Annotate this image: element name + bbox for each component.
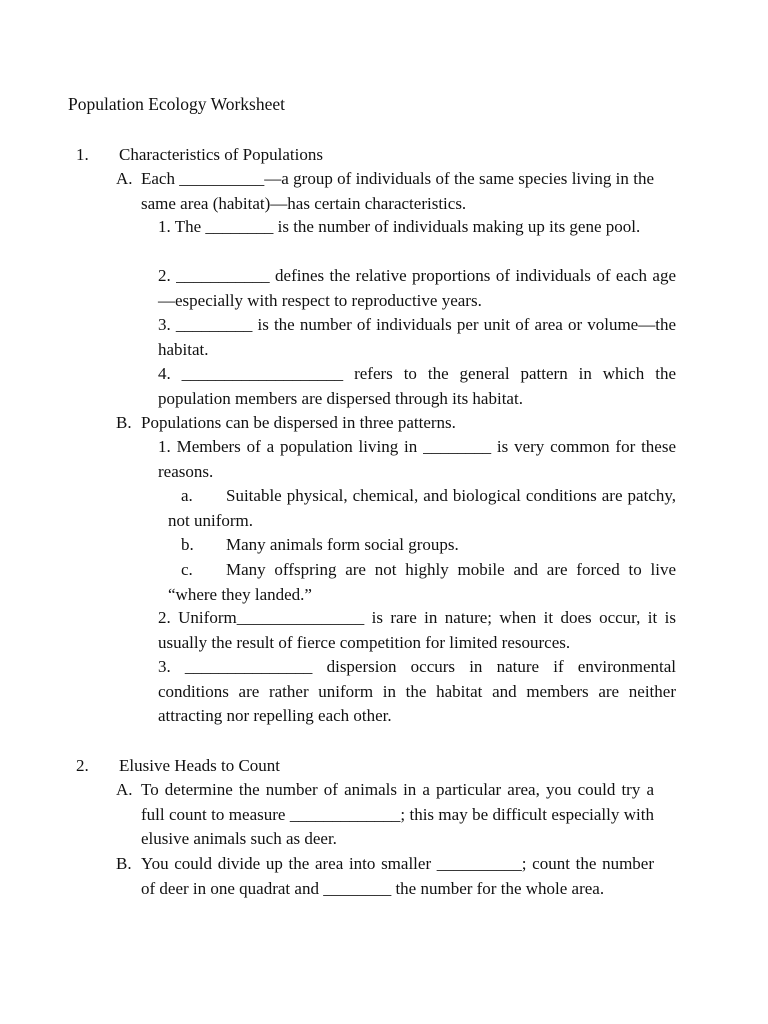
part-letter: A. bbox=[116, 169, 133, 188]
part-text: Populations can be dispersed in three patterns. bbox=[141, 413, 456, 432]
sub-item-letter: c. bbox=[181, 560, 193, 579]
section-heading: Characteristics of Populations bbox=[119, 145, 323, 164]
sub-item-text: Many offspring are not highly mobile and are forced to live “where they landed.” bbox=[168, 560, 676, 604]
section-number: 2. bbox=[76, 756, 89, 775]
part-letter: B. bbox=[116, 854, 132, 873]
list-item: 2. Uniform_______________ is rare in nature; when it does occur, it is usually the result of fierce competition for limited resources. bbox=[158, 608, 676, 652]
list-item: 3. _______________ dispersion occurs in nature if environmental conditions are rather uniform in the habitat and members are neither attracting nor repelling each other. bbox=[158, 657, 676, 725]
sub-item-letter: a. bbox=[181, 486, 193, 505]
part-letter: A. bbox=[116, 780, 133, 799]
list-item: 4. ___________________ refers to the general pattern in which the population members are dispersed through its habitat. bbox=[158, 364, 676, 408]
list-item: 2. ___________ defines the relative proportions of individuals of each age—especially with respect to reproductive years. bbox=[158, 266, 676, 310]
part-text: You could divide up the area into smaller __________; count the number of deer in one quadrat and ________ the number for the whole area. bbox=[141, 854, 654, 898]
section-number: 1. bbox=[76, 145, 89, 164]
list-item: 1. Members of a population living in ________ is very common for these reasons. bbox=[158, 437, 676, 481]
list-item: 3. _________ is the number of individuals per unit of area or volume—the habitat. bbox=[158, 315, 676, 359]
part-text: To determine the number of animals in a particular area, you could try a full count to measure _____________; this may be difficult especially with elusive animals such as deer. bbox=[141, 780, 654, 848]
part-letter: B. bbox=[116, 413, 132, 432]
list-item: 1. The ________ is the number of individuals making up its gene pool. bbox=[158, 217, 641, 236]
sub-item-letter: b. bbox=[181, 535, 194, 554]
page-title: Population Ecology Worksheet bbox=[68, 94, 285, 114]
section-heading: Elusive Heads to Count bbox=[119, 756, 281, 775]
part-text: Each __________—a group of individuals of the same species living in the same area (habitat)—has certain characteristics. bbox=[141, 169, 654, 213]
sub-item-text: Many animals form social groups. bbox=[226, 535, 459, 554]
sub-item-text: Suitable physical, chemical, and biological conditions are patchy, not uniform. bbox=[168, 486, 676, 530]
